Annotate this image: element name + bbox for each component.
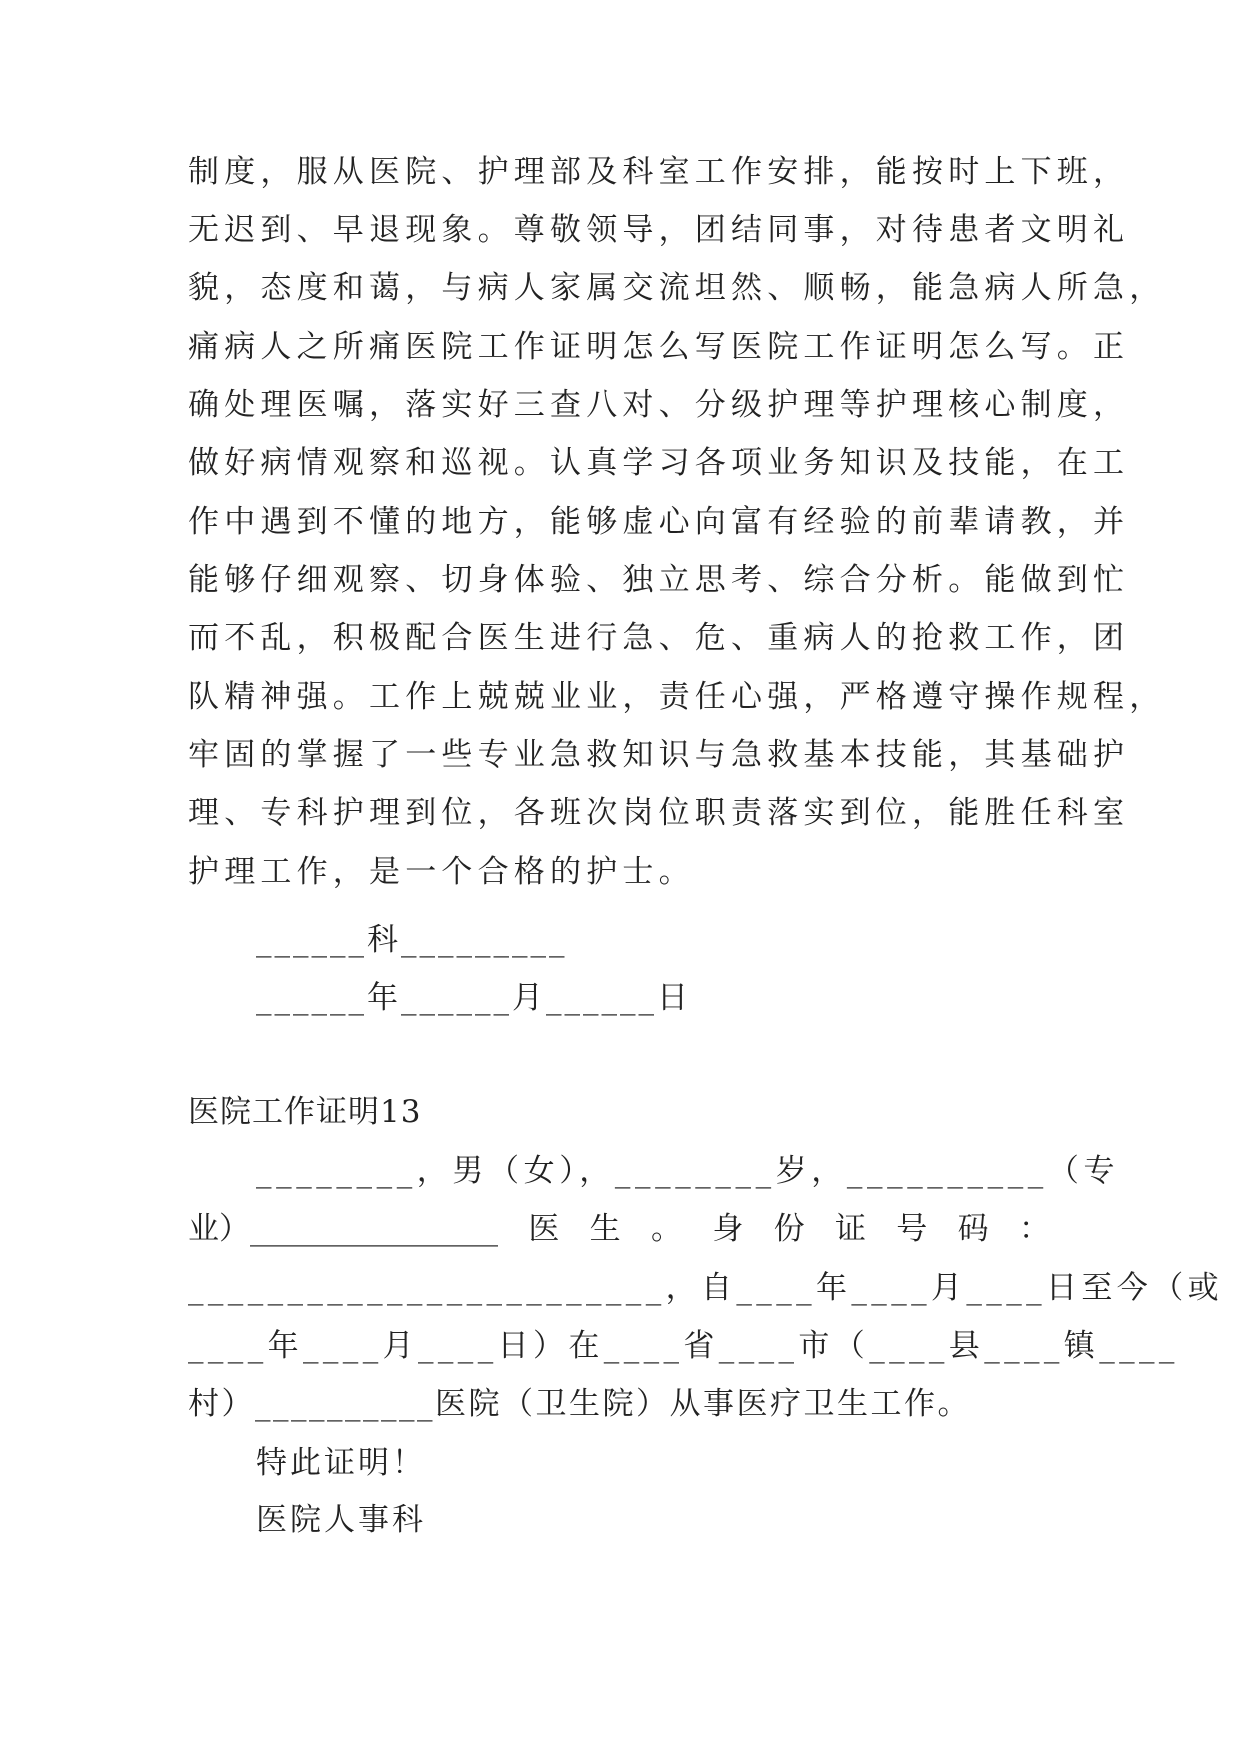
paragraph-line: 牢固的掌握了一些专业急救知识与急救基本技能，其基础护 (188, 737, 1130, 773)
certificate-line-segment: 。 (650, 1211, 682, 1247)
certificate-line-segment: 生 (589, 1211, 621, 1247)
paragraph-line: 能够仔细观察、切身体验、独立思考、综合分析。能做到忙 (188, 562, 1130, 598)
paragraph-line: 护理工作，是一个合格的护士。 (188, 854, 695, 890)
signature-date: ______年______月______日 (256, 980, 691, 1016)
paragraph-line: 作中遇到不懂的地方，能够虚心向富有经验的前辈请教，并 (188, 504, 1130, 540)
paragraph-line: 确处理医嘱，落实好三查八对、分级护理等护理核心制度， (188, 387, 1130, 423)
paragraph-line: 制度，服从医院、护理部及科室工作安排，能按时上下班， (188, 154, 1130, 190)
closing-statement: 特此证明！ (256, 1445, 426, 1481)
paragraph-line: 做好病情观察和巡视。认真学习各项业务知识及技能，在工 (188, 445, 1130, 481)
certificate-line-segment: 业）________________ (188, 1211, 498, 1247)
certificate-line-segment: 证 (834, 1211, 866, 1247)
certificate-line-segment: 医 (528, 1211, 560, 1247)
paragraph-line: 而不乱，积极配合医生进行急、危、重病人的抢救工作，团 (188, 620, 1130, 656)
paragraph-line: 无迟到、早退现象。尊敬领导，团结同事，对待患者文明礼 (188, 212, 1130, 248)
paragraph-line: 痛病人之所痛医院工作证明怎么写医院工作证明怎么写。正 (188, 329, 1130, 365)
section-title: 医院工作证明13 (188, 1094, 422, 1130)
certificate-line-segment: 身 (712, 1211, 744, 1247)
certificate-line: ________，男（女），________岁，__________（专 (256, 1153, 1120, 1189)
certificate-line: ________________________，自____年____月____日至今（或 (188, 1270, 1223, 1306)
issuer-department: 医院人事科 (256, 1502, 426, 1538)
signature-department: ______科_________ (256, 922, 568, 958)
paragraph-line: 队精神强。工作上兢兢业业，责任心强，严格遵守操作规程， (188, 679, 1166, 715)
certificate-line-segment: 号 (896, 1211, 928, 1247)
certificate-line: 村）__________医院（卫生院）从事医疗卫生工作。 (188, 1386, 971, 1422)
certificate-line-segment: 份 (773, 1211, 805, 1247)
certificate-line-segment: ： (1018, 1211, 1050, 1247)
paragraph-line: 理、专科护理到位，各班次岗位职责落实到位，能胜任科室 (188, 795, 1130, 831)
certificate-line-segment: 码 (957, 1211, 989, 1247)
paragraph-line: 貌，态度和蔼，与病人家属交流坦然、顺畅，能急病人所急， (188, 270, 1166, 306)
certificate-line: ____年____月____日）在____省____市（____县____镇____ (188, 1328, 1179, 1364)
certificate-line (188, 1209, 1050, 1249)
